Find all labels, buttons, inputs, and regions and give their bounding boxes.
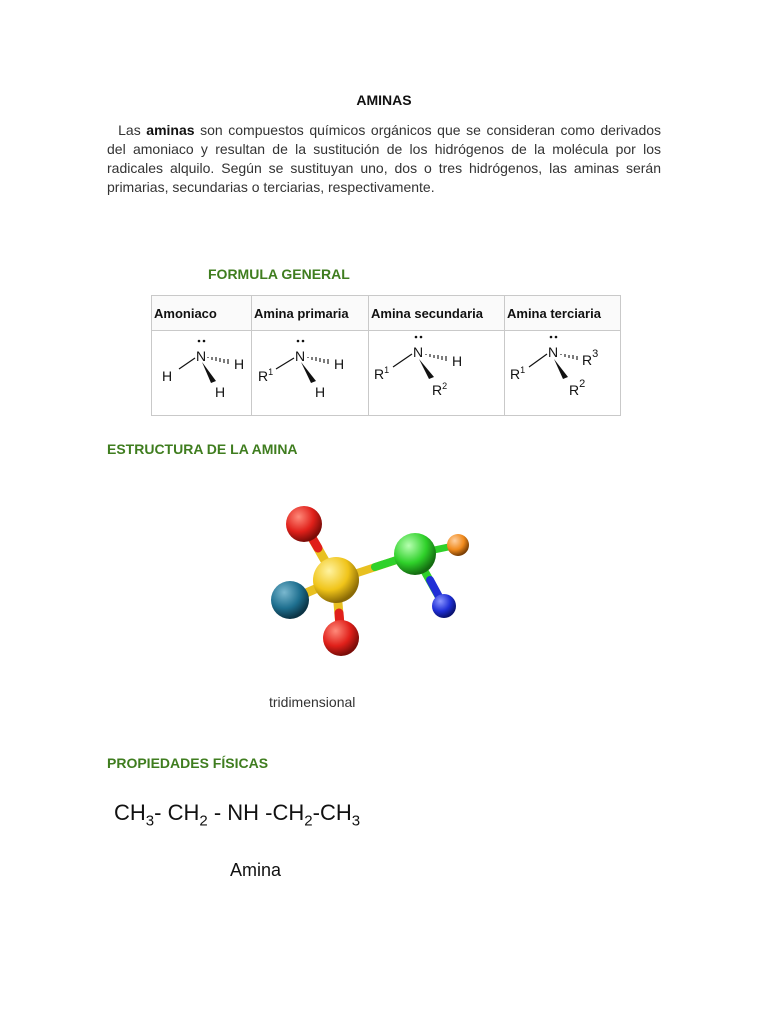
atom-sphere-red-top [286,506,322,542]
header-amina-secundaria: Amina secundaria [369,296,505,331]
header-amina-terciaria: Amina terciaria [505,296,621,331]
intro-paragraph [107,121,661,197]
atom-r2: $R^2$ [569,378,586,398]
section-formula-general: FORMULA GENERAL [208,266,350,282]
cell-amoniaco [152,331,252,416]
section-estructura: ESTRUCTURA DE LA AMINA [107,441,298,457]
intro-bold: aminas [146,122,195,138]
table-header-row [152,296,621,331]
intro-text: son compuestos químicos orgánicos que se consideran como derivados del amoniaco y resultan de la sustitución de los hidrógenos de la molécula por los radicales alquilo. Según se sustituyan uno, dos o tres hidrógenos, las aminas serán primarias, secundarias o terciarias, respectivamente. [107,122,662,195]
atom-r1: $R^1$ [258,367,274,384]
cell-amina-terciaria [505,331,621,416]
atom-sphere-yellow [313,557,359,603]
atom-sphere-green [394,533,436,575]
cell-amina-primaria [252,331,369,416]
intro-prefix: Las [118,122,141,138]
atom-r2: $R^2$ [432,381,448,398]
atom-h-left: H [162,368,173,384]
atom-r3: $R^3$ [582,348,599,368]
atom-n: N [413,344,424,360]
atom-n: N [295,348,306,364]
molecule-caption: tridimensional [269,694,356,710]
amina-primaria-structure [252,331,368,410]
amoniaco-structure [152,331,251,410]
page-title: AMINAS [356,92,412,108]
atom-h-bottom: H [215,384,226,400]
atom-h-right: H [334,356,345,372]
atom-sphere-orange [447,534,469,556]
atom-n: N [548,344,559,360]
atom-r1: $R^1$ [374,365,390,382]
atom-r1: $R^1$ [510,365,526,382]
atom-h-right: H [234,356,245,372]
atom-h-bottom: H [315,384,326,400]
amina-secundaria-structure [369,331,504,410]
atom-sphere-red-bottom [323,620,359,656]
amina-terciaria-structure [505,331,620,410]
formula-table [151,295,621,416]
table-structure-row [152,331,621,416]
atom-sphere-blue [432,594,456,618]
formula-label: Amina [230,860,282,880]
molecule-3d-image [260,498,480,668]
chemical-formula: $CH_3-$ $CH_2$ - NH $-CH_2-CH_3$ [114,800,361,830]
atom-sphere-teal [271,581,309,619]
header-amoniaco: Amoniaco [152,296,252,331]
section-propiedades: PROPIEDADES FÍSICAS [107,755,269,771]
cell-amina-secundaria [369,331,505,416]
header-amina-primaria: Amina primaria [252,296,369,331]
atom-n: N [196,348,207,364]
atom-h-right: H [452,353,463,369]
